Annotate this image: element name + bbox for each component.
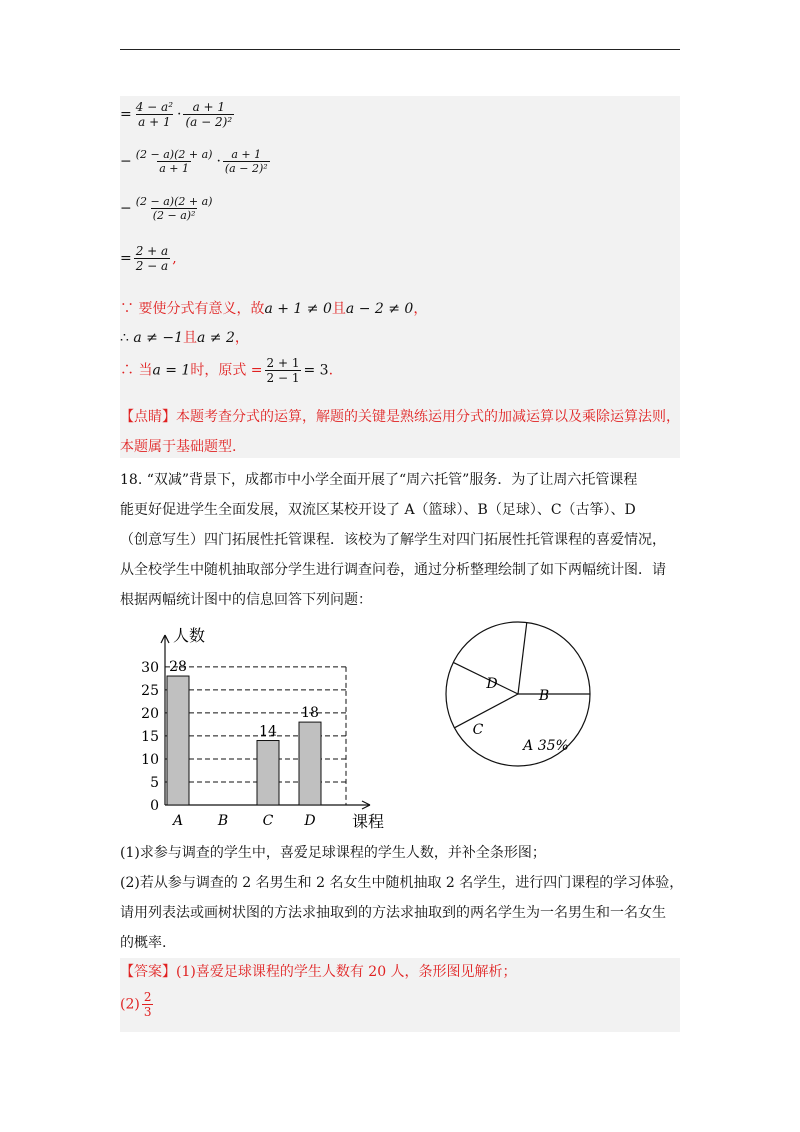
solution-step-1: = $\frac{\text{4 − a²}}{a + 1}$ · $\frac{a + 1}{\text{(a − 2)²}}$ (120, 100, 233, 129)
answer-part-2: (2) $\frac{2}{3}$ (120, 990, 152, 1019)
question-part-1: (1)求参与调查的学生中，喜爱足球课程的学生人数，并补全条形图； (120, 845, 546, 861)
bar-chart (120, 625, 390, 835)
question-part-2: (2)若从参与调查的 2 名男生和 2 名女生中随机抽取 2 名学生，进行四门课程的学习体验， 请用列表法或画树状图的方法求抽取到的方法求抽取到的两名学生为一名男生和一名女生 的概率. (120, 875, 684, 951)
x-axis-label: 课程 (352, 812, 385, 831)
comment-block: 【点睛】本题考查分式的运算，解题的关键是熟练运用分式的加减运算以及乘除运算法则， 本题属于基础题型. (120, 409, 680, 455)
answer-line-1: 【答案】(1)喜爱足球课程的学生人数有 20 人，条形图见解析； (120, 964, 517, 980)
bar-A (167, 676, 189, 805)
x-tick-label-A: A (172, 813, 184, 829)
data-label-A: 28 (169, 659, 187, 676)
y-axis-label: 人数 (173, 626, 206, 645)
condition-line: ∵ 要使分式有意义，故a + 1 ≠ 0且a − 2 ≠ 0， (120, 301, 428, 317)
therefore-line: ∴ a ≠ −1且a ≠ 2， (120, 330, 249, 346)
pie-label-D: D (486, 676, 498, 692)
pie-label-A: A 35% (523, 738, 569, 754)
pie-chart (440, 610, 600, 780)
solution-step-3: − $\frac{(2 - a)(2 + a)}{\text{(2 − a)²}}$ (120, 195, 213, 222)
x-tick-label-C: C (262, 813, 274, 829)
solution-step-2: − $\frac{(2 - a)(2 + a)}{a + 1}$ · $\frac{a + 1}{\text{(a − 2)²}}$ (120, 148, 268, 175)
y-tick-label-10: 10 (141, 751, 159, 768)
x-tick-label-B: B (217, 813, 229, 829)
when-line: ∴ 当a = 1时，原式 = $\frac{2 + 1}{2 - 1}$ = 3. (120, 356, 334, 385)
y-tick-label-15: 15 (141, 728, 159, 745)
x-tick-label-D: D (304, 813, 316, 829)
y-tick-label-0: 0 (150, 798, 159, 814)
question-text: 18. “双减”背景下，成都市中小学全面开展了“周六托管”服务．为了让周六托管课程 能更好促进学生全面发展，双流区某校开设了 A（篮球）、B（足球）、C（古筝）、D （创意写生）四门拓展性托管课程．该校为了解学生对四门拓展性托管课程的喜爱情况， 从全校学生中随机抽取部分学生进行调查问卷，通过分析整理绘制了如下两幅统计图．请 根据两幅统计图中的信息回答下列问题： (120, 472, 666, 608)
header-rule (120, 49, 680, 50)
y-tick-label-20: 20 (141, 705, 159, 722)
pie-label-C: C (472, 722, 484, 738)
solution-step-4: = $\frac{2 + a}{2 - a}$ , (120, 244, 177, 273)
y-tick-label-30: 30 (141, 659, 159, 676)
pie-label-B: B (538, 688, 550, 704)
bar-D (299, 722, 321, 805)
y-tick-label-5: 5 (150, 774, 159, 791)
y-tick-label-25: 25 (141, 682, 159, 699)
data-label-D: 18 (301, 705, 319, 722)
data-label-C: 14 (259, 723, 277, 740)
bar-C (257, 741, 279, 805)
